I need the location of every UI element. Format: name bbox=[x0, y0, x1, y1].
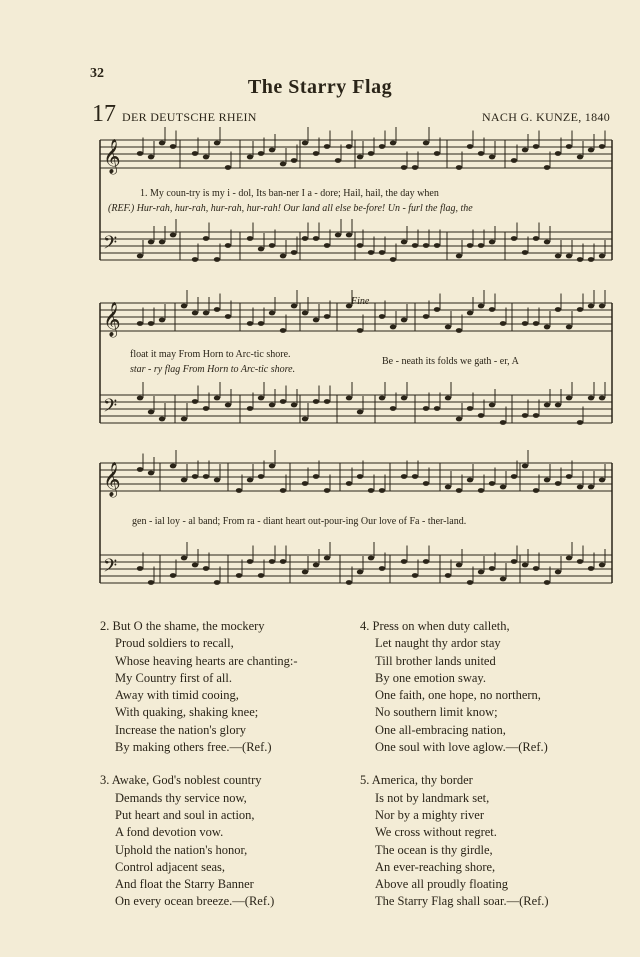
note-head bbox=[324, 399, 330, 404]
note-head bbox=[478, 151, 484, 156]
note-head bbox=[599, 563, 605, 568]
note-head bbox=[478, 570, 484, 575]
note-head bbox=[467, 478, 473, 483]
note-head bbox=[544, 580, 550, 585]
note-head bbox=[401, 318, 407, 323]
note-head bbox=[346, 396, 352, 401]
note-head bbox=[357, 474, 363, 479]
note-head bbox=[258, 247, 264, 252]
hymn-number: 17 bbox=[92, 101, 116, 127]
note-head bbox=[313, 236, 319, 241]
note-head bbox=[258, 151, 264, 156]
tune-name: DER DEUTSCHE RHEIN bbox=[122, 110, 257, 124]
verse-line: And float the Starry Banner bbox=[115, 877, 254, 892]
verse-line: 3. Awake, God's noblest country bbox=[100, 773, 262, 788]
note-head bbox=[434, 243, 440, 248]
note-head bbox=[544, 403, 550, 408]
note-head bbox=[456, 165, 462, 170]
note-head bbox=[346, 481, 352, 486]
note-head bbox=[137, 254, 143, 259]
note-head bbox=[346, 233, 352, 238]
note-head bbox=[181, 478, 187, 483]
note-head bbox=[456, 417, 462, 422]
verse-line: Away with timid cooing, bbox=[115, 688, 239, 703]
verse-5 bbox=[360, 772, 549, 910]
note-head bbox=[489, 240, 495, 245]
note-head bbox=[599, 396, 605, 401]
lyric-line-2-verse-b: Be - neath its folds we gath - er, A bbox=[382, 356, 519, 367]
note-head bbox=[280, 254, 286, 259]
note-head bbox=[203, 155, 209, 160]
note-head bbox=[489, 481, 495, 486]
note-head bbox=[544, 325, 550, 330]
note-head bbox=[148, 155, 154, 160]
note-head bbox=[247, 155, 253, 160]
note-head bbox=[291, 250, 297, 255]
note-head bbox=[170, 144, 176, 149]
bass-clef-icon: 𝄢 bbox=[103, 233, 118, 258]
verse-line: 2. But O the shame, the mockery bbox=[100, 619, 265, 633]
note-head bbox=[533, 144, 539, 149]
note-head bbox=[577, 559, 583, 564]
note-head bbox=[192, 474, 198, 479]
note-head bbox=[225, 314, 231, 319]
note-head bbox=[390, 406, 396, 411]
note-head bbox=[247, 559, 253, 564]
note-head bbox=[269, 464, 275, 469]
note-head bbox=[588, 148, 594, 153]
note-head bbox=[148, 240, 154, 245]
note-head bbox=[203, 236, 209, 241]
note-head bbox=[500, 420, 506, 425]
note-head bbox=[368, 488, 374, 493]
note-head bbox=[148, 410, 154, 415]
note-head bbox=[247, 236, 253, 241]
note-head bbox=[566, 474, 572, 479]
verse-line: With quaking, shaking knee; bbox=[115, 705, 259, 720]
verse-2 bbox=[100, 618, 298, 756]
verse-line: Uphold the nation's honor, bbox=[115, 842, 248, 857]
note-head bbox=[324, 144, 330, 149]
note-head bbox=[522, 413, 528, 418]
note-head bbox=[159, 417, 165, 422]
note-head bbox=[566, 556, 572, 561]
note-head bbox=[467, 406, 473, 411]
note-head bbox=[489, 307, 495, 312]
verse-line: Is not by landmark set, bbox=[375, 790, 490, 805]
note-head bbox=[412, 474, 418, 479]
note-head bbox=[533, 236, 539, 241]
note-head bbox=[599, 478, 605, 483]
note-head bbox=[181, 417, 187, 422]
note-head bbox=[192, 311, 198, 316]
note-head bbox=[258, 573, 264, 578]
note-head bbox=[258, 474, 264, 479]
note-head bbox=[192, 399, 198, 404]
bass-clef-icon: 𝄢 bbox=[103, 556, 118, 581]
note-head bbox=[291, 403, 297, 408]
note-head bbox=[357, 570, 363, 575]
note-head bbox=[203, 474, 209, 479]
note-head bbox=[423, 141, 429, 146]
note-head bbox=[577, 155, 583, 160]
verse-3 bbox=[100, 772, 298, 910]
verse-line: No southern limit know; bbox=[375, 705, 498, 720]
note-head bbox=[555, 151, 561, 156]
note-head bbox=[313, 151, 319, 156]
note-head bbox=[412, 573, 418, 578]
note-head bbox=[445, 325, 451, 330]
note-head bbox=[401, 165, 407, 170]
note-head bbox=[577, 420, 583, 425]
verse-line: Above all proudly floating bbox=[375, 877, 508, 892]
note-head bbox=[522, 250, 528, 255]
note-head bbox=[280, 488, 286, 493]
note-head bbox=[148, 580, 154, 585]
note-head bbox=[434, 151, 440, 156]
note-head bbox=[214, 580, 220, 585]
note-head bbox=[544, 478, 550, 483]
note-head bbox=[533, 566, 539, 571]
note-head bbox=[280, 399, 286, 404]
note-head bbox=[269, 559, 275, 564]
note-head bbox=[511, 474, 517, 479]
lyric-line-1-verse: 1. My coun-try is my i - dol, Its ban-ner I a - dore; Hail, hail, the day when bbox=[140, 188, 439, 199]
note-head bbox=[423, 481, 429, 486]
note-head bbox=[456, 254, 462, 259]
note-head bbox=[434, 406, 440, 411]
note-head bbox=[258, 396, 264, 401]
note-head bbox=[555, 570, 561, 575]
note-head bbox=[192, 257, 198, 262]
note-head bbox=[192, 151, 198, 156]
note-head bbox=[214, 478, 220, 483]
note-head bbox=[434, 307, 440, 312]
verse-line: By one emotion sway. bbox=[375, 670, 486, 685]
note-head bbox=[577, 307, 583, 312]
note-head bbox=[357, 410, 363, 415]
note-head bbox=[478, 488, 484, 493]
note-head bbox=[456, 328, 462, 333]
note-head bbox=[280, 328, 286, 333]
note-head bbox=[412, 243, 418, 248]
note-head bbox=[203, 406, 209, 411]
note-head bbox=[324, 243, 330, 248]
note-head bbox=[137, 321, 143, 326]
fine-mark: Fine bbox=[351, 296, 370, 307]
note-head bbox=[511, 236, 517, 241]
note-head bbox=[500, 485, 506, 490]
treble-clef-icon: 𝄞 bbox=[103, 139, 121, 174]
note-head bbox=[445, 485, 451, 490]
note-head bbox=[390, 141, 396, 146]
note-head bbox=[423, 559, 429, 564]
note-head bbox=[313, 563, 319, 568]
note-head bbox=[214, 257, 220, 262]
note-head bbox=[500, 321, 506, 326]
note-head bbox=[588, 396, 594, 401]
note-head bbox=[489, 155, 495, 160]
note-head bbox=[159, 141, 165, 146]
note-head bbox=[181, 556, 187, 561]
note-head bbox=[148, 471, 154, 476]
note-head bbox=[522, 148, 528, 153]
note-head bbox=[368, 151, 374, 156]
verse-line: One all-embracing nation, bbox=[375, 722, 506, 737]
note-head bbox=[269, 403, 275, 408]
verse-line: Demands thy service now, bbox=[115, 790, 247, 805]
note-head bbox=[247, 478, 253, 483]
verses-left-column bbox=[100, 618, 298, 911]
page-number: 32 bbox=[90, 66, 104, 81]
note-head bbox=[346, 144, 352, 149]
note-head bbox=[555, 403, 561, 408]
verses-right-column bbox=[360, 618, 549, 911]
note-head bbox=[599, 304, 605, 309]
lyric-line-2-verse-a: float it may From Horn to Arc-tic shore. bbox=[130, 349, 291, 360]
note-head bbox=[291, 304, 297, 309]
note-head bbox=[247, 321, 253, 326]
note-head bbox=[313, 318, 319, 323]
note-head bbox=[368, 556, 374, 561]
note-head bbox=[599, 254, 605, 259]
note-head bbox=[357, 328, 363, 333]
note-head bbox=[225, 165, 231, 170]
note-head bbox=[390, 257, 396, 262]
note-head bbox=[478, 304, 484, 309]
note-head bbox=[445, 573, 451, 578]
note-head bbox=[544, 165, 550, 170]
note-head bbox=[522, 321, 528, 326]
note-head bbox=[423, 314, 429, 319]
note-head bbox=[324, 488, 330, 493]
note-head bbox=[599, 144, 605, 149]
hymn-title: The Starry Flag bbox=[247, 76, 393, 98]
note-head bbox=[280, 559, 286, 564]
note-head bbox=[258, 321, 264, 326]
note-head bbox=[467, 144, 473, 149]
note-head bbox=[302, 311, 308, 316]
lyric-line-2-refrain: star - ry flag From Horn to Arc-tic shore. bbox=[130, 364, 296, 375]
note-head bbox=[280, 162, 286, 167]
note-head bbox=[379, 488, 385, 493]
note-head bbox=[467, 243, 473, 248]
note-head bbox=[214, 307, 220, 312]
lyric-line-1-refrain: (REF.) Hur-rah, hur-rah, hur-rah, hur-rah! Our land all else be-fore! Un - furl the flag, the bbox=[108, 203, 473, 214]
note-head bbox=[566, 396, 572, 401]
note-head bbox=[401, 474, 407, 479]
bass-clef-icon: 𝄢 bbox=[103, 396, 118, 421]
note-head bbox=[159, 318, 165, 323]
note-head bbox=[379, 314, 385, 319]
note-head bbox=[302, 417, 308, 422]
note-head bbox=[533, 321, 539, 326]
note-head bbox=[302, 481, 308, 486]
verse-line: By making others free.—(Ref.) bbox=[115, 740, 272, 755]
note-head bbox=[137, 467, 143, 472]
note-head bbox=[357, 243, 363, 248]
note-head bbox=[566, 325, 572, 330]
note-head bbox=[379, 144, 385, 149]
note-head bbox=[335, 233, 341, 238]
note-head bbox=[522, 464, 528, 469]
note-head bbox=[588, 304, 594, 309]
note-head bbox=[390, 325, 396, 330]
verse-4 bbox=[360, 618, 549, 756]
note-head bbox=[566, 254, 572, 259]
note-head bbox=[379, 250, 385, 255]
note-head bbox=[489, 403, 495, 408]
note-head bbox=[137, 396, 143, 401]
note-head bbox=[368, 250, 374, 255]
note-head bbox=[577, 485, 583, 490]
note-head bbox=[291, 158, 297, 163]
note-head bbox=[533, 488, 539, 493]
note-head bbox=[489, 566, 495, 571]
note-head bbox=[379, 396, 385, 401]
verse-line: An ever-reaching shore, bbox=[375, 859, 496, 874]
note-head bbox=[214, 396, 220, 401]
note-head bbox=[335, 158, 341, 163]
note-head bbox=[467, 580, 473, 585]
note-head bbox=[236, 488, 242, 493]
verse-line: 4. Press on when duty calleth, bbox=[360, 619, 510, 633]
note-head bbox=[269, 148, 275, 153]
note-head bbox=[192, 563, 198, 568]
note-head bbox=[478, 413, 484, 418]
note-head bbox=[577, 257, 583, 262]
verse-line: Put heart and soul in action, bbox=[115, 807, 255, 822]
note-head bbox=[236, 573, 242, 578]
note-head bbox=[203, 311, 209, 316]
note-head bbox=[566, 144, 572, 149]
note-head bbox=[588, 257, 594, 262]
note-head bbox=[170, 233, 176, 238]
note-head bbox=[159, 240, 165, 245]
note-head bbox=[313, 474, 319, 479]
note-head bbox=[269, 311, 275, 316]
note-head bbox=[313, 399, 319, 404]
note-head bbox=[456, 563, 462, 568]
note-head bbox=[225, 243, 231, 248]
verse-line: Nor by a mighty river bbox=[375, 807, 485, 822]
note-head bbox=[478, 243, 484, 248]
note-head bbox=[181, 304, 187, 309]
verse-line: Whose heaving hearts are chanting:- bbox=[115, 653, 298, 668]
note-head bbox=[302, 141, 308, 146]
note-head bbox=[588, 485, 594, 490]
note-head bbox=[401, 559, 407, 564]
note-head bbox=[346, 580, 352, 585]
note-head bbox=[269, 243, 275, 248]
verse-line: Till brother lands united bbox=[375, 653, 496, 668]
note-head bbox=[412, 165, 418, 170]
note-head bbox=[555, 254, 561, 259]
verse-line: 5. America, thy border bbox=[360, 773, 473, 788]
verse-line: My Country first of all. bbox=[115, 670, 233, 685]
verse-line: One soul with love aglow.—(Ref.) bbox=[375, 740, 548, 755]
note-head bbox=[302, 236, 308, 241]
note-head bbox=[588, 566, 594, 571]
note-head bbox=[379, 566, 385, 571]
note-head bbox=[445, 396, 451, 401]
note-head bbox=[148, 321, 154, 326]
note-head bbox=[225, 403, 231, 408]
verse-line: Proud soldiers to recall, bbox=[115, 636, 234, 651]
note-head bbox=[544, 240, 550, 245]
note-head bbox=[555, 307, 561, 312]
composer-credit: NACH G. KUNZE, 1840 bbox=[481, 110, 610, 124]
note-head bbox=[357, 155, 363, 160]
lyric-line-3-verse: gen - ial loy - al band; From ra - diant heart out-pour-ing Our love of Fa - ther-land. bbox=[132, 516, 467, 527]
verse-line: On every ocean breeze.—(Ref.) bbox=[115, 894, 275, 909]
note-head bbox=[247, 406, 253, 411]
note-head bbox=[423, 243, 429, 248]
note-head bbox=[456, 488, 462, 493]
note-head bbox=[423, 406, 429, 411]
verse-line: We cross without regret. bbox=[375, 825, 497, 840]
verse-line: Let naught thy ardor stay bbox=[375, 636, 501, 651]
note-head bbox=[533, 413, 539, 418]
note-head bbox=[511, 559, 517, 564]
verse-line: A fond devotion vow. bbox=[115, 825, 224, 840]
note-head bbox=[500, 577, 506, 582]
note-head bbox=[522, 563, 528, 568]
note-head bbox=[137, 151, 143, 156]
note-head bbox=[324, 556, 330, 561]
verse-line: Increase the nation's glory bbox=[115, 722, 247, 737]
note-head bbox=[401, 240, 407, 245]
verse-line: The Starry Flag shall soar.—(Ref.) bbox=[375, 894, 549, 909]
verse-line: Control adjacent seas, bbox=[115, 859, 226, 874]
note-head bbox=[302, 570, 308, 575]
note-head bbox=[170, 573, 176, 578]
treble-clef-icon: 𝄞 bbox=[103, 302, 121, 337]
verse-line: The ocean is thy girdle, bbox=[375, 842, 493, 857]
note-head bbox=[170, 464, 176, 469]
note-head bbox=[401, 396, 407, 401]
note-head bbox=[324, 314, 330, 319]
note-head bbox=[511, 158, 517, 163]
note-head bbox=[137, 566, 143, 571]
note-head bbox=[203, 566, 209, 571]
note-head bbox=[467, 311, 473, 316]
note-head bbox=[214, 141, 220, 146]
note-head bbox=[555, 481, 561, 486]
treble-clef-icon: 𝄞 bbox=[103, 462, 121, 497]
verse-line: One faith, one hope, no northern, bbox=[375, 688, 541, 703]
